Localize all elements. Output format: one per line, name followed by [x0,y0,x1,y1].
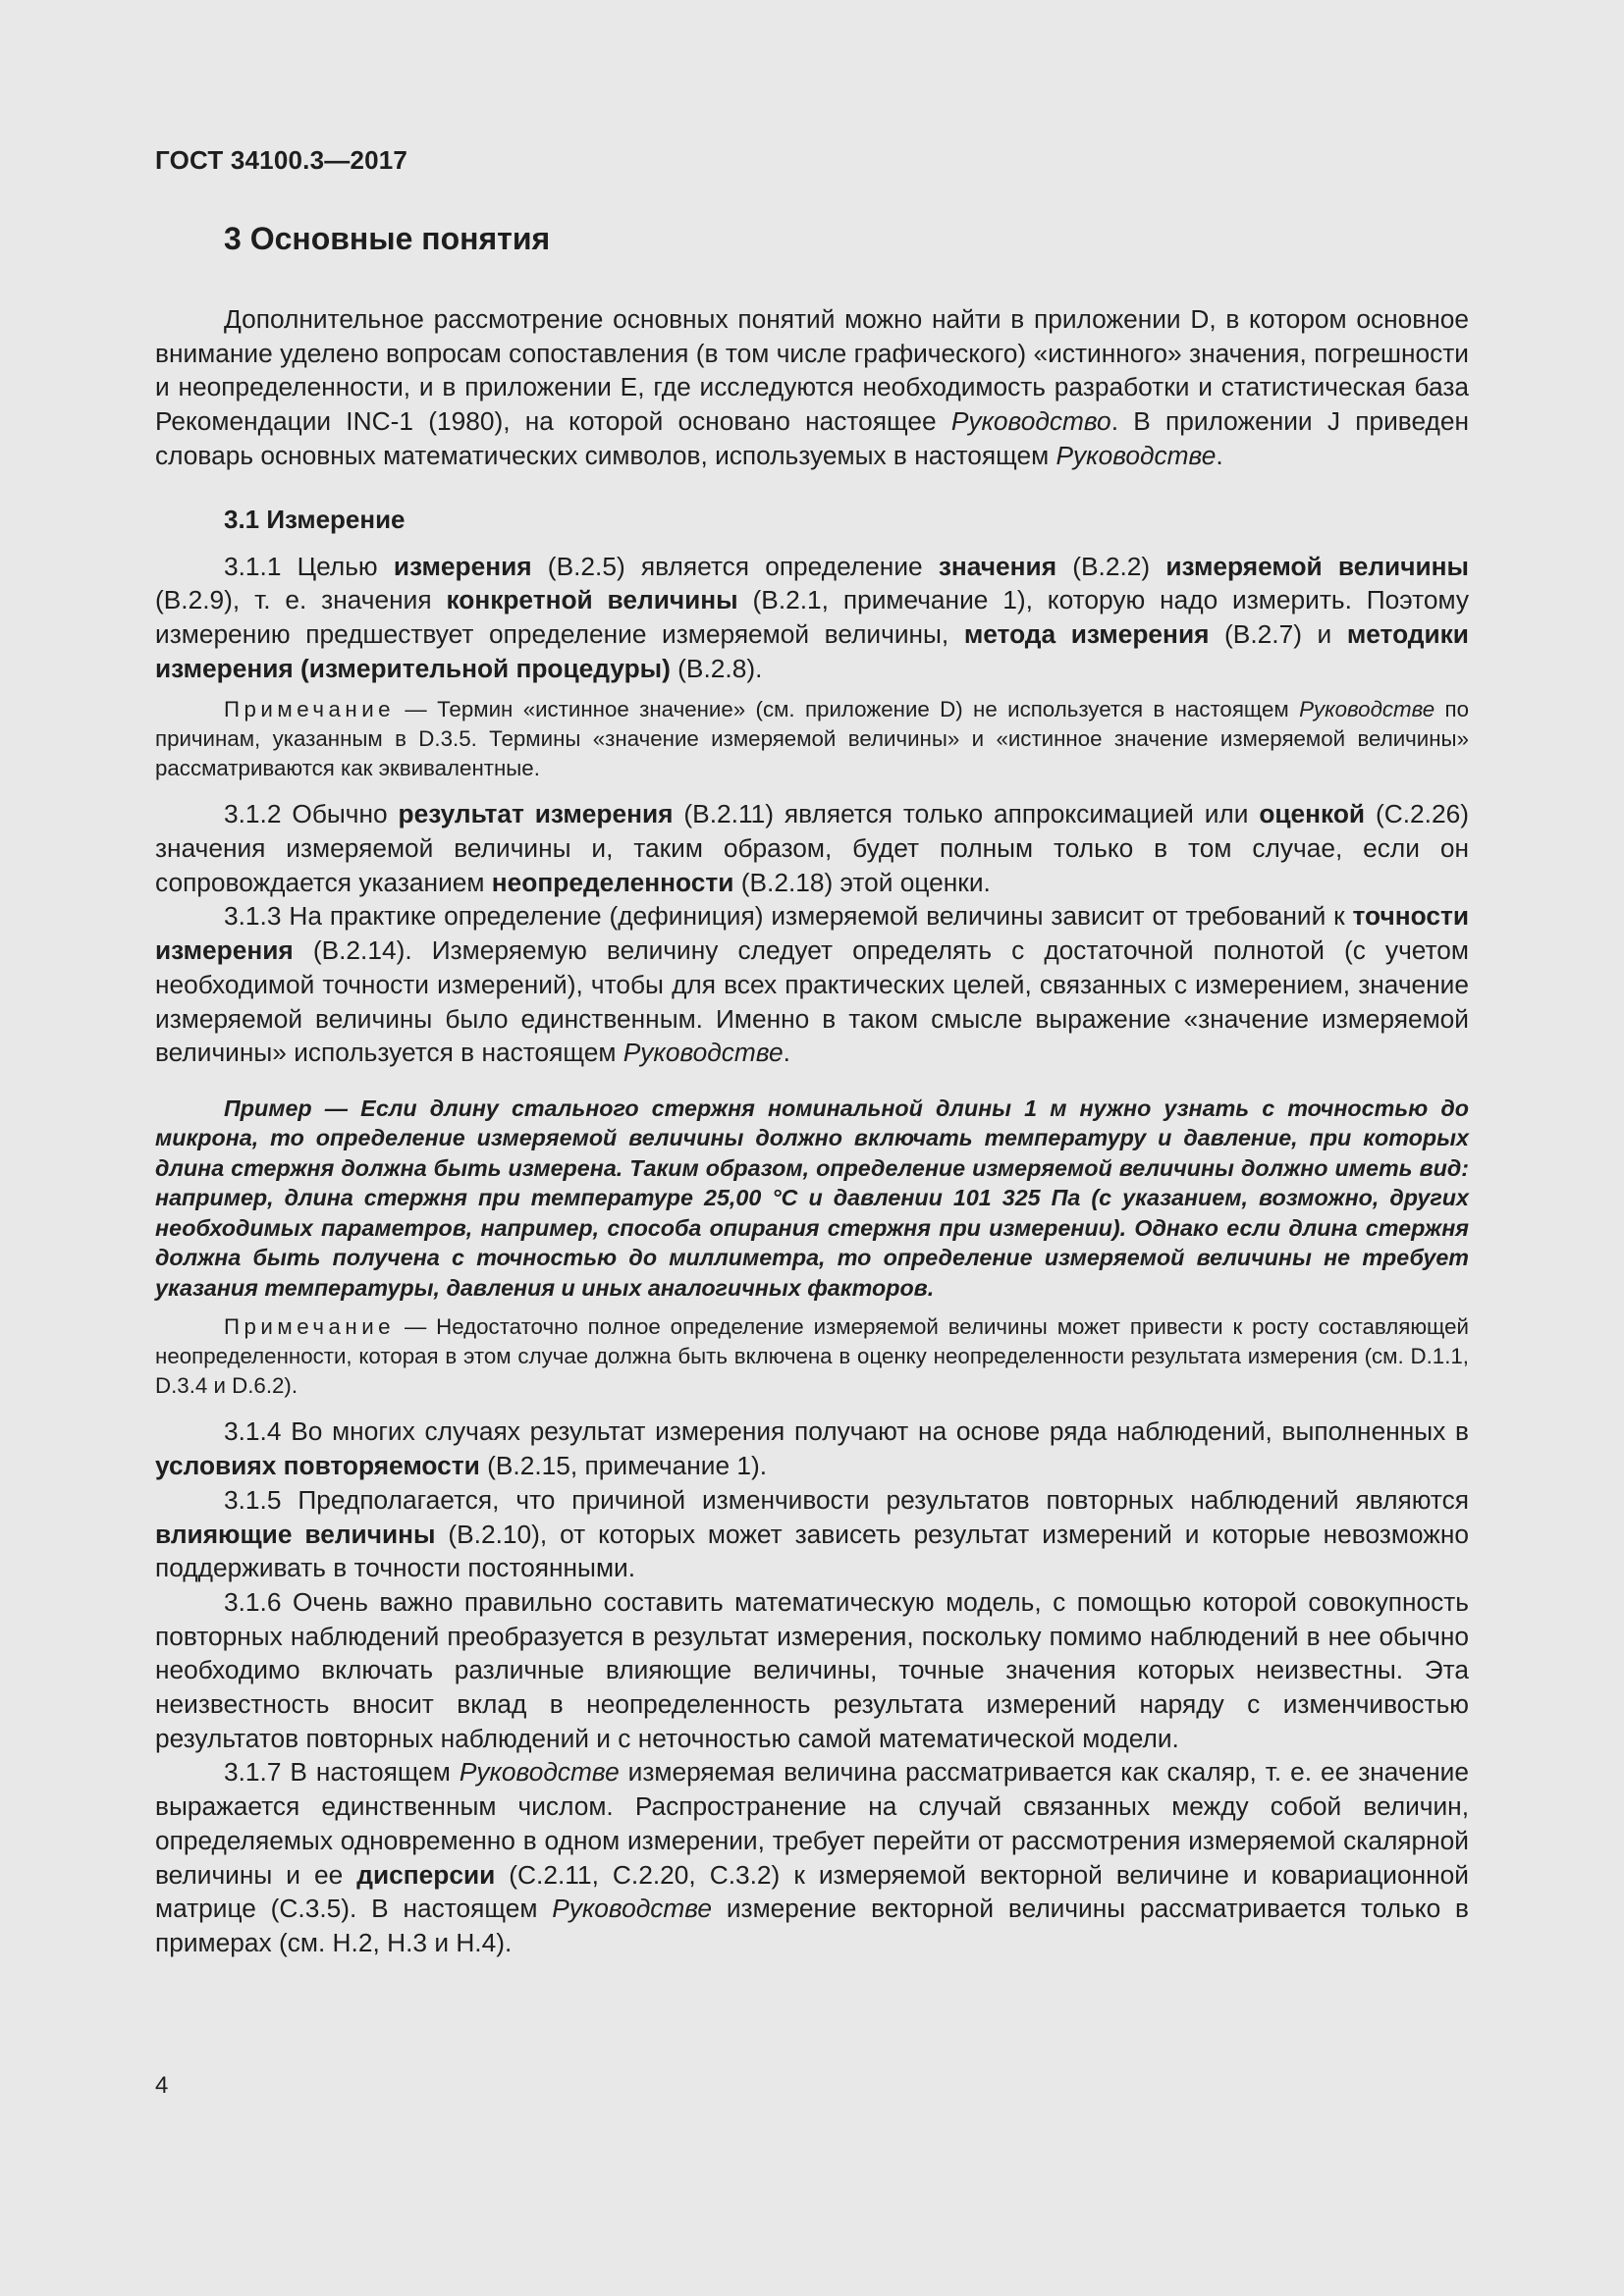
section-title: 3 Основные понятия [224,221,551,256]
example-steel-rod: Пример — Если длину стального стержня номинальной длины 1 м нужно узнать с точностью до микрона, то определение измеряемой величины должно включать температуру и давление, при которых длина стержня должна быть измерена. Таким образом, определение измеряемой величины должно иметь вид: например, длина стержня при температуре 25,00 °С и давлении 101 325 Па (с указанием, возможно, других необходимых параметров, например, способа опирания стержня при измерении). Однако если длина стержня должна быть получена с точностью до миллиметра, то определение измеряемой величины не требует указания температуры, давления и иных аналогичных факторов. [155,1095,1469,1301]
paragraph-3-1-4: 3.1.4 Во многих случаях результат измерения получают на основе ряда наблюдений, выполненных в условиях повторяемости (B.2.15, примечание 1). [155,1416,1469,1481]
paragraph-3-1-5: 3.1.5 Предполагается, что причиной изменчивости результатов повторных наблюдений являются влияющие величины (B.2.10), от которых может зависеть результат измерений и которые невозможно поддерживать в точности постоянными. [155,1484,1469,1583]
note-incomplete-definition: Примечание — Недостаточно полное определение измеряемой величины может привести к росту составляющей неопределенности, которая в этом случае должна быть включена в оценку неопределенности результата измерения (см. D.1.1, D.3.4 и D.6.2). [155,1314,1469,1399]
paragraph-3-1-1: 3.1.1 Целью измерения (B.2.5) является определение значения (B.2.2) измеряемой величины (B.2.9), т. е. значения конкретной величины (B.2.1, примечание 1), которую надо измерить. Поэтому измерению предшествует определение измеряемой величины, метода измерения (B.2.7) и методики измерения (измерительной процедуры) (B.2.8). [155,551,1470,683]
subsection-title: 3.1 Измерение [224,504,406,534]
paragraph-3-1-7: 3.1.7 В настоящем Руководстве измеряемая величина рассматривается как скаляр, т. е. ее значение выражается единственным числом. Распространение на случай связанных между собой величин, определяемых одновременно в одном измерении, требует перейти от рассмотрения измеряемой скалярной величины и ее дисперсии (C.2.11, C.2.20, C.3.2) к измеряемой векторной величине и ковариационной матрице (C.3.5). В настоящем Руководстве измерение векторной величины рассматривается только в примерах (см. H.2, H.3 и H.4). [155,1757,1469,1957]
note-true-value: Примечание — Термин «истинное значение» (см. приложение D) не используется в настоящем Руководстве по причинам, указанным в D.3.5. Термины «значение измеряемой величины» и «истинное значение измеряемой величины» рассматриваются как эквивалентные. [155,697,1470,781]
section-intro-paragraph: Дополнительное рассмотрение основных понятий можно найти в приложении D, в котором основное внимание уделено вопросам сопоставления (в том числе графического) «истинного» значения, погрешности и неопределенности, и в приложении E, где исследуются необходимость разработки и статистическая база Рекомендации INC-1 (1980), на которой основано настоящее Руководство. В приложении J приведен словарь основных математических символов, используемых в настоящем Руководстве. [155,304,1469,470]
page-number: 4 [155,2072,169,2099]
paragraph-3-1-2: 3.1.2 Обычно результат измерения (B.2.11) является только аппроксимацией или оценкой (C.2.26) значения измеряемой величины и, таким образом, будет полным только в том случае, если он сопровождается указанием неопределенности (B.2.18) этой оценки. [155,799,1469,897]
page-content [155,221,1469,1960]
paragraph-3-1-6: 3.1.6 Очень важно правильно составить математическую модель, с помощью которой совокупность повторных наблюдений преобразуется в результат измерения, поскольку помимо наблюдений в нее обычно необходимо включать различные влияющие величины, точные значения которых неизвестны. Эта неизвестность вносит вклад в неопределенность результата измерений наряду с изменчивостью результатов повторных наблюдений и с неточностью самой математической модели. [155,1586,1469,1753]
paragraph-3-1-3: 3.1.3 На практике определение (дефиниция) измеряемой величины зависит от требований к точности измерения (B.2.14). Измеряемую величину следует определять с достаточной полнотой (с учетом необходимой точности измерений), чтобы для всех практических целей, связанных с измерением, значение измеряемой величины было единственным. Именно в таком смысле выражение «значение измеряемой величины» используется в настоящем Руководстве. [155,901,1469,1068]
document-code: ГОСТ 34100.3—2017 [155,145,408,175]
